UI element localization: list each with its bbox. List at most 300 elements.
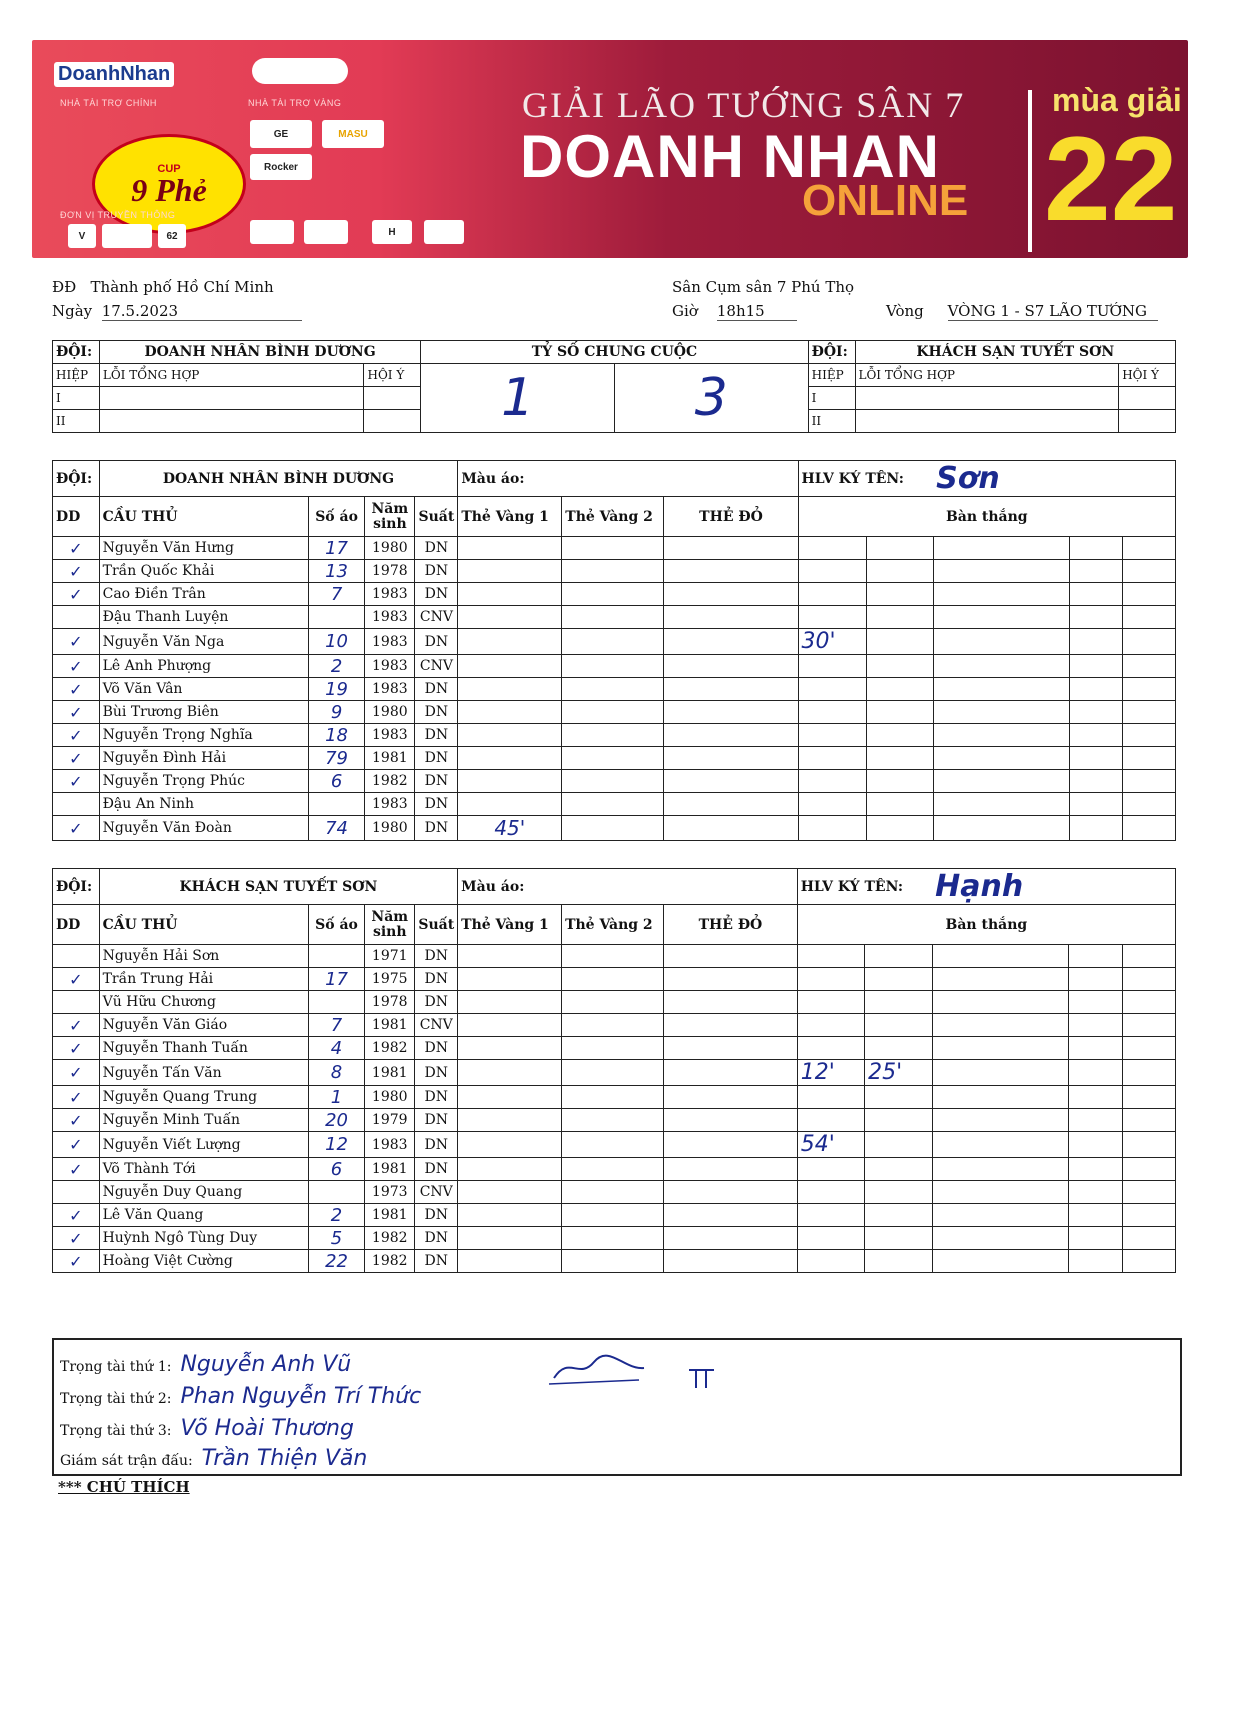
birth-year: 1982	[365, 1037, 415, 1060]
col-red: THẺ ĐỎ	[664, 905, 798, 945]
yellow-card-2	[562, 1037, 664, 1060]
media-logo-3: 62	[158, 224, 186, 248]
goal-5	[1122, 991, 1175, 1014]
player-name: Nguyễn Minh Tuấn	[99, 1109, 308, 1132]
check-mark: ✓	[53, 583, 100, 606]
referee-3-row: Trọng tài thứ 3: Võ Hoài Thương	[60, 1416, 354, 1441]
goal-4	[1069, 816, 1122, 841]
yellow-card-2	[562, 655, 664, 678]
referee-signature-2	[684, 1362, 724, 1392]
home-half-1: I	[53, 387, 100, 410]
goal-2	[865, 1086, 932, 1109]
goal-2	[866, 724, 933, 747]
goal-1	[797, 1037, 864, 1060]
yellow-card-2	[562, 1181, 664, 1204]
season-number: 22	[1044, 112, 1178, 246]
goal-3	[932, 1227, 1069, 1250]
table-row	[53, 724, 1176, 747]
yellow-card-1	[458, 968, 562, 991]
away-team-name: KHÁCH SẠN TUYẾT SƠN	[855, 341, 1176, 364]
home-roster-table	[52, 460, 1176, 841]
table-row	[53, 1158, 1176, 1181]
shirt-number: 1	[308, 1086, 364, 1109]
goal-1	[797, 1109, 864, 1132]
birth-year: 1982	[365, 1250, 415, 1273]
col-dd: DD	[53, 905, 100, 945]
table-row	[53, 747, 1176, 770]
birth-year: 1981	[365, 747, 415, 770]
player-type: DN	[415, 678, 458, 701]
yellow-card-2	[562, 583, 664, 606]
birth-year: 1981	[365, 1158, 415, 1181]
check-mark: ✓	[53, 1227, 100, 1250]
referee-2-row: Trọng tài thứ 2: Phan Nguyễn Trí Thức	[60, 1384, 422, 1409]
yellow-card-1	[458, 1227, 562, 1250]
check-mark: ✓	[53, 1109, 100, 1132]
check-mark: ✓	[53, 1014, 100, 1037]
check-mark: ✓	[53, 747, 100, 770]
table-row	[53, 1250, 1176, 1273]
player-type: CNV	[415, 606, 458, 629]
goal-1	[797, 991, 864, 1014]
goal-1	[797, 1158, 864, 1181]
col-player: CẦU THỦ	[99, 905, 308, 945]
player-type: DN	[415, 1037, 458, 1060]
goal-5	[1122, 1227, 1175, 1250]
check-mark	[53, 945, 100, 968]
yellow-card-1	[458, 1086, 562, 1109]
yellow-card-1	[458, 678, 562, 701]
yellow-card-2	[562, 1014, 664, 1037]
goal-2	[866, 770, 933, 793]
player-type: DN	[415, 583, 458, 606]
red-card	[664, 1227, 798, 1250]
goal-3	[932, 1158, 1069, 1181]
yellow-card-2	[562, 793, 664, 816]
goal-4	[1069, 770, 1122, 793]
table-row	[53, 655, 1176, 678]
goal-5	[1122, 701, 1175, 724]
shirt-number: 5	[308, 1227, 364, 1250]
goal-2	[865, 1250, 932, 1273]
check-mark: ✓	[53, 724, 100, 747]
table-row	[53, 1227, 1176, 1250]
date-row: Ngày 17.5.2023	[52, 302, 302, 321]
check-mark: ✓	[53, 968, 100, 991]
score-table	[52, 340, 1176, 433]
red-card	[664, 1014, 798, 1037]
player-name: Nguyễn Văn Hưng	[99, 537, 308, 560]
red-card	[664, 701, 798, 724]
col-number: Số áo	[308, 905, 364, 945]
goal-4	[1069, 793, 1122, 816]
birth-year: 1980	[365, 701, 415, 724]
goal-3	[932, 1037, 1069, 1060]
goal-5	[1122, 724, 1175, 747]
birth-year: 1983	[365, 655, 415, 678]
check-mark: ✓	[53, 629, 100, 655]
goal-3	[932, 1060, 1069, 1086]
player-name: Bùi Trương Biên	[99, 701, 308, 724]
sponsor-logo-small-2	[304, 220, 348, 244]
shirt-number: 13	[308, 560, 364, 583]
birth-year: 1978	[365, 560, 415, 583]
shirt-number	[308, 945, 364, 968]
goal-3	[932, 1109, 1069, 1132]
birth-year: 1983	[365, 629, 415, 655]
player-name: Nguyễn Hải Sơn	[99, 945, 308, 968]
player-name: Lê Văn Quang	[99, 1204, 308, 1227]
goal-2	[865, 1014, 932, 1037]
goal-5	[1122, 793, 1175, 816]
goal-2	[865, 991, 932, 1014]
sponsor-logo-ge: GE	[250, 120, 312, 148]
away-coach-sign-label: HLV KÝ TÊN:	[797, 869, 932, 905]
player-name: Nguyễn Trọng Nghĩa	[99, 724, 308, 747]
shirt-number: 7	[308, 583, 364, 606]
goal-5	[1122, 629, 1175, 655]
goal-3	[933, 583, 1069, 606]
goal-1	[797, 1204, 864, 1227]
player-type: DN	[415, 1132, 458, 1158]
player-type: CNV	[415, 1181, 458, 1204]
col-goals: Bàn thắng	[797, 905, 1175, 945]
table-row	[53, 1060, 1176, 1086]
goal-3	[932, 991, 1069, 1014]
player-type: DN	[415, 968, 458, 991]
red-card	[664, 1109, 798, 1132]
goal-4	[1069, 968, 1122, 991]
goal-4	[1069, 1227, 1122, 1250]
goal-5	[1122, 770, 1175, 793]
gold-sponsor-label: NHÀ TÀI TRỢ VÀNG	[248, 98, 342, 108]
player-name: Vũ Hữu Chương	[99, 991, 308, 1014]
goal-4	[1069, 1132, 1122, 1158]
table-row	[53, 770, 1176, 793]
table-row	[53, 560, 1176, 583]
goal-5	[1122, 747, 1175, 770]
main-sponsor-label: NHÀ TÀI TRỢ CHÍNH	[60, 98, 157, 108]
goal-4	[1069, 1204, 1122, 1227]
red-card	[664, 537, 798, 560]
yellow-card-1	[458, 606, 562, 629]
home-foul-label: LỖI TỔNG HỢP	[99, 364, 364, 387]
shirt-number: 2	[308, 1204, 364, 1227]
yellow-card-1	[458, 793, 562, 816]
tournament-name: DOANH NHAN	[520, 123, 940, 190]
goal-4	[1069, 747, 1122, 770]
player-type: DN	[415, 1086, 458, 1109]
shirt-number: 12	[308, 1132, 364, 1158]
away-roster-table	[52, 868, 1176, 1273]
goal-2	[866, 701, 933, 724]
shirt-number: 7	[308, 1014, 364, 1037]
birth-year: 1983	[365, 678, 415, 701]
birth-year: 1975	[365, 968, 415, 991]
goal-1	[798, 793, 866, 816]
shirt-number: 22	[308, 1250, 364, 1273]
player-name: Võ Thành Tới	[99, 1158, 308, 1181]
player-type: DN	[415, 724, 458, 747]
goal-2	[866, 560, 933, 583]
yellow-card-2	[562, 1227, 664, 1250]
check-mark: ✓	[53, 678, 100, 701]
col-yellow-2: Thẻ Vàng 2	[562, 905, 664, 945]
goal-3	[933, 606, 1069, 629]
col-year: Năm sinh	[365, 497, 415, 537]
player-name: Nguyễn Viết Lượng	[99, 1132, 308, 1158]
goal-4	[1069, 606, 1122, 629]
red-card	[664, 747, 798, 770]
col-yellow-1: Thẻ Vàng 1	[458, 497, 562, 537]
home-roster-team-name: DOANH NHÂN BÌNH DƯƠNG	[99, 461, 458, 497]
shirt-number: 10	[308, 629, 364, 655]
goal-1	[798, 678, 866, 701]
goal-4	[1069, 629, 1122, 655]
goal-2	[865, 1158, 932, 1181]
shirt-number	[308, 606, 364, 629]
goal-2	[865, 968, 932, 991]
field-row: Sân Cụm sân 7 Phú Thọ	[672, 278, 855, 296]
sponsor-logo-small-1	[250, 220, 294, 244]
red-card	[664, 1086, 798, 1109]
yellow-card-1	[458, 1204, 562, 1227]
shirt-number: 2	[308, 655, 364, 678]
birth-year: 1981	[365, 1060, 415, 1086]
red-card	[664, 629, 798, 655]
yellow-card-1	[458, 1181, 562, 1204]
goal-3	[932, 1014, 1069, 1037]
shirt-number: 8	[308, 1060, 364, 1086]
goal-1	[798, 655, 866, 678]
media-label: ĐƠN VỊ TRUYỀN THÔNG	[60, 210, 176, 220]
goal-4	[1069, 945, 1122, 968]
goal-1	[798, 747, 866, 770]
season-label: mùa giải	[1052, 82, 1182, 118]
goal-5	[1122, 1060, 1175, 1086]
yellow-card-1	[458, 991, 562, 1014]
goal-4	[1069, 583, 1122, 606]
player-name: Trần Quốc Khải	[99, 560, 308, 583]
goal-3	[932, 1181, 1069, 1204]
goal-1: 12'	[797, 1060, 864, 1086]
shirt-number: 20	[308, 1109, 364, 1132]
shirt-number	[308, 991, 364, 1014]
goal-3	[933, 560, 1069, 583]
yellow-card-2	[562, 560, 664, 583]
red-card	[664, 1181, 798, 1204]
birth-year: 1979	[365, 1109, 415, 1132]
home-shirt-color-label: Màu áo:	[458, 461, 798, 497]
birth-year: 1971	[365, 945, 415, 968]
yellow-card-2	[562, 747, 664, 770]
home-team-label: ĐỘI:	[53, 341, 100, 364]
final-score-title: TỶ SỐ CHUNG CUỘC	[421, 341, 808, 364]
goal-4	[1069, 1109, 1122, 1132]
goal-4	[1069, 724, 1122, 747]
birth-year: 1978	[365, 991, 415, 1014]
col-goals: Bàn thắng	[798, 497, 1175, 537]
goal-2	[866, 678, 933, 701]
goal-4	[1069, 991, 1122, 1014]
red-card	[664, 655, 798, 678]
red-card	[664, 606, 798, 629]
yellow-card-1	[458, 1037, 562, 1060]
tournament-subname: ONLINE	[802, 176, 969, 225]
home-coach-signature: Sơn	[933, 461, 1175, 497]
yellow-card-2	[562, 678, 664, 701]
check-mark: ✓	[53, 1132, 100, 1158]
goal-2	[866, 606, 933, 629]
goal-2	[866, 793, 933, 816]
red-card	[664, 793, 798, 816]
goal-3	[933, 816, 1069, 841]
goal-2	[865, 1227, 932, 1250]
goal-2	[865, 945, 932, 968]
table-row	[53, 1132, 1176, 1158]
home-hiep-label: HIỆP	[53, 364, 100, 387]
player-type: DN	[415, 629, 458, 655]
goal-3	[932, 1250, 1069, 1273]
shirt-number: 6	[308, 1158, 364, 1181]
goal-2	[865, 1181, 932, 1204]
red-card	[664, 678, 798, 701]
col-number: Số áo	[308, 497, 364, 537]
col-yellow-2: Thẻ Vàng 2	[562, 497, 664, 537]
player-name: Cao Điền Trân	[99, 583, 308, 606]
cup-9phe-logo: CUP 9 Phẻ	[92, 134, 246, 234]
goal-3	[933, 537, 1069, 560]
home-team-name: DOANH NHÂN BÌNH DƯƠNG	[99, 341, 420, 364]
goal-3	[933, 701, 1069, 724]
goal-3	[932, 968, 1069, 991]
player-type: DN	[415, 1227, 458, 1250]
player-name: Nguyễn Duy Quang	[99, 1181, 308, 1204]
yellow-card-1	[458, 770, 562, 793]
shirt-number: 19	[308, 678, 364, 701]
player-type: DN	[415, 1109, 458, 1132]
goal-5	[1122, 606, 1175, 629]
away-final-score: 3	[614, 364, 808, 433]
yellow-card-1	[458, 629, 562, 655]
check-mark: ✓	[53, 770, 100, 793]
yellow-card-2	[562, 1158, 664, 1181]
birth-year: 1980	[365, 816, 415, 841]
goal-5	[1122, 1109, 1175, 1132]
check-mark: ✓	[53, 1037, 100, 1060]
red-card	[664, 1132, 798, 1158]
col-suat: Suất	[415, 905, 458, 945]
table-row	[53, 1109, 1176, 1132]
goal-1	[798, 537, 866, 560]
red-card	[664, 770, 798, 793]
banner-divider	[1028, 90, 1032, 252]
goal-3	[933, 724, 1069, 747]
goal-2	[865, 1109, 932, 1132]
goal-5	[1122, 968, 1175, 991]
player-name: Nguyễn Quang Trung	[99, 1086, 308, 1109]
yellow-card-1	[458, 1014, 562, 1037]
table-row	[53, 1037, 1176, 1060]
player-name: Trần Trung Hải	[99, 968, 308, 991]
check-mark: ✓	[53, 560, 100, 583]
supervisor-row: Giám sát trận đấu: Trần Thiện Văn	[60, 1446, 368, 1471]
check-mark	[53, 991, 100, 1014]
goal-3	[933, 678, 1069, 701]
goal-5	[1122, 655, 1175, 678]
player-name: Đậu Thanh Luyện	[99, 606, 308, 629]
goal-1: 30'	[798, 629, 866, 655]
tournament-title: GIẢI LÃO TƯỚNG SÂN 7	[522, 85, 966, 125]
table-row	[53, 1086, 1176, 1109]
goal-4	[1069, 1086, 1122, 1109]
goal-3	[933, 770, 1069, 793]
col-dd: DD	[53, 497, 100, 537]
gold-sponsor-top-logo	[252, 58, 348, 84]
player-type: DN	[415, 560, 458, 583]
media-logo-1: V	[68, 224, 96, 248]
yellow-card-2	[562, 724, 664, 747]
home-coach-sign-label: HLV KÝ TÊN:	[798, 461, 933, 497]
player-type: DN	[415, 747, 458, 770]
player-type: DN	[415, 770, 458, 793]
col-yellow-1: Thẻ Vàng 1	[458, 905, 562, 945]
red-card	[664, 560, 798, 583]
birth-year: 1983	[365, 606, 415, 629]
birth-year: 1983	[365, 583, 415, 606]
goal-2	[866, 816, 933, 841]
yellow-card-1	[458, 701, 562, 724]
time-row: Giờ 18h15	[672, 302, 797, 321]
check-mark: ✓	[53, 1204, 100, 1227]
player-name: Nguyễn Đình Hải	[99, 747, 308, 770]
birth-year: 1980	[365, 537, 415, 560]
goal-5	[1122, 945, 1175, 968]
birth-year: 1981	[365, 1204, 415, 1227]
check-mark: ✓	[53, 1086, 100, 1109]
check-mark: ✓	[53, 1060, 100, 1086]
referee-signature-1	[544, 1350, 694, 1390]
goal-3	[932, 945, 1069, 968]
check-mark	[53, 1181, 100, 1204]
goal-1	[798, 701, 866, 724]
birth-year: 1983	[365, 724, 415, 747]
away-hiep-label: HIỆP	[808, 364, 855, 387]
goal-2	[866, 583, 933, 606]
player-name: Nguyễn Văn Nga	[99, 629, 308, 655]
goal-2	[866, 629, 933, 655]
check-mark	[53, 606, 100, 629]
goal-2	[865, 1132, 932, 1158]
table-row	[53, 678, 1176, 701]
yellow-card-2	[562, 968, 664, 991]
goal-5	[1122, 1250, 1175, 1273]
goal-2	[866, 537, 933, 560]
away-half-2: II	[808, 410, 855, 433]
red-card	[664, 816, 798, 841]
table-row	[53, 1014, 1176, 1037]
goal-4	[1069, 701, 1122, 724]
goal-1	[798, 724, 866, 747]
goal-1	[797, 1086, 864, 1109]
goal-2	[865, 1037, 932, 1060]
home-roster-team-label: ĐỘI:	[53, 461, 100, 497]
red-card	[664, 968, 798, 991]
birth-year: 1982	[365, 770, 415, 793]
red-card	[664, 945, 798, 968]
shirt-number: 79	[308, 747, 364, 770]
media-logo-2	[102, 224, 152, 248]
